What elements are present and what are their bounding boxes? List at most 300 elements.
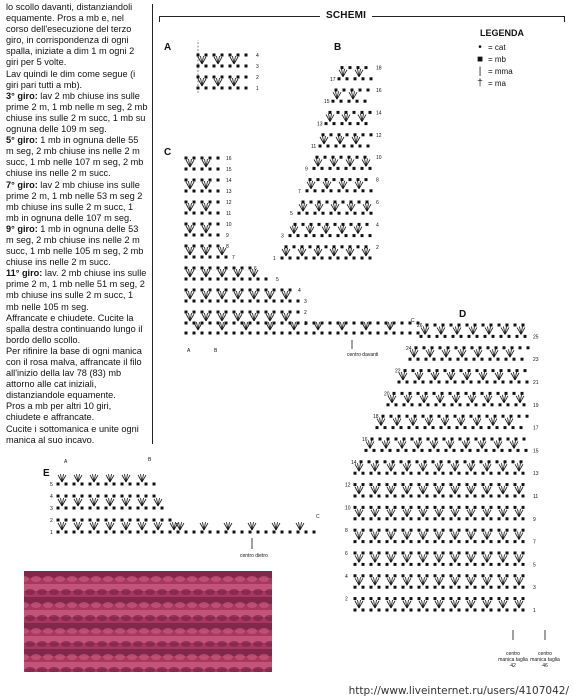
single-crochet-mark [225, 531, 228, 534]
single-crochet-mark [386, 517, 389, 520]
single-crochet-mark [441, 392, 444, 395]
single-crochet-mark [193, 289, 196, 292]
single-crochet-mark [442, 552, 445, 555]
single-crochet-mark [185, 157, 188, 160]
single-crochet-mark [490, 609, 493, 612]
single-crochet-mark [468, 335, 471, 338]
swatch-stitch [73, 641, 83, 647]
single-crochet-mark [464, 460, 467, 463]
single-crochet-mark [495, 346, 498, 349]
single-crochet-mark [161, 531, 164, 534]
single-crochet-mark [477, 449, 480, 452]
single-crochet-mark [330, 133, 333, 136]
single-crochet-mark [522, 495, 525, 498]
single-crochet-mark [233, 332, 236, 335]
single-crochet-mark [392, 460, 395, 463]
single-crochet-mark [305, 332, 308, 335]
diagram-c-bottom-label-a: A [187, 348, 191, 354]
single-crochet-mark [354, 597, 357, 600]
single-crochet-mark [451, 403, 454, 406]
swatch-stitch [79, 576, 89, 582]
single-crochet-mark [378, 506, 381, 509]
single-crochet-mark [341, 66, 344, 69]
swatch-stitch [223, 628, 233, 634]
single-crochet-mark [519, 346, 522, 349]
single-crochet-mark [177, 531, 180, 534]
single-crochet-mark [522, 574, 525, 577]
single-crochet-mark [225, 278, 228, 281]
single-crochet-mark [217, 168, 220, 171]
single-crochet-mark [361, 167, 364, 170]
swatch-stitch [109, 589, 119, 595]
single-crochet-mark [193, 332, 196, 335]
single-crochet-mark [185, 223, 188, 226]
single-crochet-mark [443, 438, 446, 441]
single-crochet-mark [498, 609, 501, 612]
square-icon: ■ [476, 53, 484, 65]
single-crochet-mark [490, 574, 493, 577]
single-crochet-mark [330, 189, 333, 192]
single-crochet-mark [378, 552, 381, 555]
single-crochet-mark [313, 234, 316, 237]
swatch-stitch [67, 628, 77, 634]
single-crochet-mark [362, 189, 365, 192]
single-crochet-mark [217, 190, 220, 193]
single-crochet-mark [458, 597, 461, 600]
single-crochet-mark [349, 178, 352, 181]
single-crochet-mark [137, 531, 140, 534]
single-crochet-mark [394, 495, 397, 498]
single-crochet-mark [389, 449, 392, 452]
single-crochet-mark [506, 586, 509, 589]
single-crochet-mark [394, 506, 397, 509]
single-crochet-mark [402, 529, 405, 532]
swatch-stitch [163, 628, 173, 634]
single-crochet-mark [209, 311, 212, 314]
single-crochet-mark [417, 392, 420, 395]
single-crochet-mark [309, 178, 312, 181]
single-crochet-mark [333, 245, 336, 248]
single-crochet-mark [402, 540, 405, 543]
swatch-stitch [133, 589, 143, 595]
single-crochet-mark [450, 483, 453, 486]
single-crochet-mark [362, 609, 365, 612]
row-number: 1 [256, 86, 259, 92]
single-crochet-mark [447, 346, 450, 349]
single-crochet-mark [364, 156, 367, 159]
single-crochet-mark [466, 586, 469, 589]
single-crochet-mark [413, 449, 416, 452]
single-crochet-mark [498, 586, 501, 589]
single-crochet-mark [496, 460, 499, 463]
single-crochet-mark [458, 472, 461, 475]
single-crochet-mark [314, 212, 317, 215]
single-crochet-mark [329, 111, 332, 114]
single-crochet-mark [354, 529, 357, 532]
swatch-stitch [259, 576, 269, 582]
single-crochet-mark [371, 438, 374, 441]
single-crochet-mark [465, 358, 468, 361]
single-crochet-mark [497, 392, 500, 395]
swatch-stitch [97, 589, 107, 595]
single-crochet-mark [425, 392, 428, 395]
single-crochet-mark [434, 552, 437, 555]
single-crochet-mark [378, 517, 381, 520]
single-crochet-mark [57, 531, 60, 534]
vertical-bar-icon: | [478, 65, 482, 77]
single-crochet-mark [474, 552, 477, 555]
single-crochet-mark [466, 472, 469, 475]
single-crochet-mark [418, 563, 421, 566]
single-crochet-mark [209, 531, 212, 534]
single-crochet-mark [518, 381, 521, 384]
single-crochet-mark [426, 483, 429, 486]
swatch-stitch [55, 602, 65, 608]
single-crochet-mark [400, 426, 403, 429]
single-crochet-mark [362, 506, 365, 509]
single-crochet-mark [506, 597, 509, 600]
single-crochet-mark [385, 332, 388, 335]
single-crochet-mark [365, 178, 368, 181]
single-crochet-mark [466, 609, 469, 612]
single-crochet-mark [319, 145, 322, 148]
single-crochet-mark [483, 403, 486, 406]
single-crochet-mark [474, 540, 477, 543]
round-label: 9° giro: [6, 223, 38, 234]
row-number: 12 [345, 482, 351, 489]
single-crochet-mark [482, 563, 485, 566]
single-crochet-mark [209, 332, 212, 335]
row-number: 4 [298, 288, 301, 294]
single-crochet-mark [217, 278, 220, 281]
swatch-stitch [235, 576, 245, 582]
single-crochet-mark [514, 517, 517, 520]
swatch-stitch [205, 615, 215, 621]
single-crochet-mark [394, 540, 397, 543]
swatch-stitch [193, 615, 203, 621]
single-crochet-mark [395, 403, 398, 406]
swatch-stitch [127, 654, 137, 660]
single-crochet-mark [281, 257, 284, 260]
single-crochet-mark [384, 460, 387, 463]
single-crochet-mark [337, 234, 340, 237]
single-crochet-mark [153, 531, 156, 534]
single-crochet-mark [217, 223, 220, 226]
row-number: 17 [330, 76, 336, 83]
swatch-stitch [247, 576, 257, 582]
single-crochet-mark [378, 563, 381, 566]
single-crochet-mark [201, 245, 204, 248]
swatch-stitch [139, 576, 149, 582]
single-crochet-mark [193, 201, 196, 204]
single-crochet-mark [322, 212, 325, 215]
single-crochet-mark [403, 403, 406, 406]
single-crochet-mark [459, 438, 462, 441]
single-crochet-mark [57, 495, 60, 498]
single-crochet-mark [514, 529, 517, 532]
swatch-stitch [235, 654, 245, 660]
single-crochet-mark [474, 609, 477, 612]
single-crochet-mark [185, 245, 188, 248]
single-crochet-mark [418, 483, 421, 486]
single-crochet-mark [420, 369, 423, 372]
diagram-e-letter: E [43, 468, 50, 479]
round-label: 7° giro: [6, 179, 38, 190]
single-crochet-mark [217, 267, 220, 270]
single-crochet-mark [392, 426, 395, 429]
single-crochet-mark [65, 495, 68, 498]
single-crochet-mark [402, 574, 405, 577]
single-crochet-mark [185, 531, 188, 534]
single-crochet-mark [381, 449, 384, 452]
single-crochet-mark [297, 311, 300, 314]
single-crochet-mark [458, 324, 461, 327]
single-crochet-mark [335, 145, 338, 148]
single-crochet-mark [518, 415, 521, 418]
single-crochet-mark [408, 460, 411, 463]
single-crochet-mark [233, 289, 236, 292]
dot-icon: • [478, 41, 482, 53]
single-crochet-mark [384, 426, 387, 429]
single-crochet-mark [326, 201, 329, 204]
single-crochet-mark [153, 483, 156, 486]
single-crochet-mark [65, 483, 68, 486]
single-crochet-mark [209, 245, 212, 248]
single-crochet-mark [458, 609, 461, 612]
single-crochet-mark [434, 324, 437, 327]
single-crochet-mark [121, 495, 124, 498]
single-crochet-mark [245, 65, 248, 68]
single-crochet-mark [514, 597, 517, 600]
swatch-stitch [217, 615, 227, 621]
swatch-stitch [247, 602, 257, 608]
single-crochet-mark [524, 335, 527, 338]
single-crochet-mark [153, 495, 156, 498]
row-number: 24 [406, 345, 412, 352]
swatch-stitch [229, 615, 239, 621]
single-crochet-mark [233, 300, 236, 303]
single-crochet-mark [414, 381, 417, 384]
single-crochet-mark [209, 322, 212, 325]
single-crochet-mark [462, 415, 465, 418]
single-crochet-mark [265, 278, 268, 281]
swatch-stitch [151, 628, 161, 634]
single-crochet-mark [489, 392, 492, 395]
single-crochet-mark [185, 256, 188, 259]
single-crochet-mark [205, 54, 208, 57]
single-crochet-mark [454, 415, 457, 418]
single-crochet-mark [289, 531, 292, 534]
single-crochet-mark [488, 426, 491, 429]
single-crochet-mark [370, 552, 373, 555]
diagram-a-letter: A [164, 42, 172, 53]
row-number: 15 [324, 99, 330, 106]
single-crochet-mark [514, 552, 517, 555]
single-crochet-mark [502, 381, 505, 384]
single-crochet-mark [145, 483, 148, 486]
single-crochet-mark [378, 574, 381, 577]
single-crochet-mark [486, 381, 489, 384]
single-crochet-mark [245, 54, 248, 57]
single-crochet-mark [422, 415, 425, 418]
single-crochet-mark [193, 190, 196, 193]
single-crochet-mark [354, 77, 357, 80]
swatch-stitch [139, 628, 149, 634]
single-crochet-mark [249, 311, 252, 314]
single-crochet-mark [426, 495, 429, 498]
single-crochet-mark [153, 507, 156, 510]
single-crochet-mark [414, 415, 417, 418]
single-crochet-mark [81, 531, 84, 534]
single-crochet-mark [221, 54, 224, 57]
single-crochet-mark [514, 483, 517, 486]
single-crochet-mark [482, 574, 485, 577]
single-crochet-mark [480, 460, 483, 463]
single-crochet-mark [498, 574, 501, 577]
single-crochet-mark [471, 346, 474, 349]
single-crochet-mark [393, 332, 396, 335]
single-crochet-mark [289, 311, 292, 314]
single-crochet-mark [358, 223, 361, 226]
single-crochet-mark [318, 223, 321, 226]
single-crochet-mark [362, 563, 365, 566]
single-crochet-mark [514, 495, 517, 498]
single-crochet-mark [434, 540, 437, 543]
single-crochet-mark [121, 507, 124, 510]
row-number: 12 [226, 200, 232, 206]
single-crochet-mark [440, 460, 443, 463]
single-crochet-mark [402, 483, 405, 486]
swatch-stitch [85, 589, 95, 595]
single-crochet-mark [410, 517, 413, 520]
swatch-stitch [175, 576, 185, 582]
single-crochet-mark [362, 483, 365, 486]
single-crochet-mark [201, 223, 204, 226]
single-crochet-mark [265, 311, 268, 314]
single-crochet-mark [462, 381, 465, 384]
swatch-stitch [31, 654, 41, 660]
single-crochet-mark [499, 403, 502, 406]
single-crochet-mark [481, 358, 484, 361]
single-crochet-mark [522, 324, 525, 327]
single-crochet-mark [484, 369, 487, 372]
single-crochet-mark [490, 597, 493, 600]
single-crochet-mark [257, 311, 260, 314]
single-crochet-mark [209, 267, 212, 270]
instruction-text: 1 mb in ognuna delle 53 m seg, 2 mb chiuse ins nelle 2 m succ, 1 mb nelle 105 m seg, 2 mb chiuse ins nelle 2 m succ. [6, 223, 144, 268]
single-crochet-mark [395, 438, 398, 441]
single-crochet-mark [442, 609, 445, 612]
single-crochet-mark [370, 597, 373, 600]
single-crochet-mark [285, 245, 288, 248]
single-crochet-mark [273, 332, 276, 335]
single-crochet-mark [445, 449, 448, 452]
single-crochet-mark [378, 609, 381, 612]
single-crochet-mark [409, 322, 412, 325]
single-crochet-mark [458, 483, 461, 486]
single-crochet-mark [476, 335, 479, 338]
single-crochet-mark [458, 517, 461, 520]
row-number: 5 [290, 211, 293, 218]
swatch-stitch [205, 641, 215, 647]
single-crochet-mark [498, 517, 501, 520]
single-crochet-mark [241, 300, 244, 303]
single-crochet-mark [357, 245, 360, 248]
single-crochet-mark [482, 472, 485, 475]
single-crochet-mark [329, 257, 332, 260]
single-crochet-mark [353, 257, 356, 260]
single-crochet-mark [137, 507, 140, 510]
single-crochet-mark [257, 332, 260, 335]
single-crochet-mark [73, 495, 76, 498]
single-crochet-mark [349, 122, 352, 125]
single-crochet-mark [398, 415, 401, 418]
single-crochet-mark [357, 178, 360, 181]
single-crochet-mark [209, 234, 212, 237]
single-crochet-mark [97, 483, 100, 486]
single-crochet-mark [411, 438, 414, 441]
single-crochet-mark [193, 234, 196, 237]
single-crochet-mark [265, 531, 268, 534]
row-number: 2 [304, 310, 307, 316]
swatch-stitch [145, 615, 155, 621]
single-crochet-mark [201, 256, 204, 259]
single-crochet-mark [452, 369, 455, 372]
single-crochet-mark [237, 65, 240, 68]
single-crochet-mark [432, 460, 435, 463]
single-crochet-mark [478, 381, 481, 384]
single-crochet-mark [169, 531, 172, 534]
single-crochet-mark [483, 438, 486, 441]
single-crochet-mark [466, 563, 469, 566]
single-crochet-mark [201, 311, 204, 314]
single-crochet-mark [511, 346, 514, 349]
swatch-stitch [145, 641, 155, 647]
single-crochet-mark [370, 574, 373, 577]
single-crochet-mark [365, 66, 368, 69]
single-crochet-mark [233, 278, 236, 281]
single-crochet-mark [329, 332, 332, 335]
single-crochet-mark [241, 531, 244, 534]
single-crochet-mark [433, 358, 436, 361]
row-number: 21 [533, 380, 539, 386]
single-crochet-mark [201, 300, 204, 303]
single-crochet-mark [217, 531, 220, 534]
swatch-stitch [43, 654, 53, 660]
row-number: 10 [226, 222, 232, 228]
single-crochet-mark [97, 507, 100, 510]
single-crochet-mark [193, 256, 196, 259]
single-crochet-mark [442, 563, 445, 566]
swatch-stitch [259, 628, 269, 634]
single-crochet-mark [241, 289, 244, 292]
row-number: 16 [362, 437, 368, 443]
single-crochet-mark [89, 483, 92, 486]
single-crochet-mark [507, 403, 510, 406]
single-crochet-mark [354, 563, 357, 566]
swatch-stitch [79, 654, 89, 660]
single-crochet-mark [402, 495, 405, 498]
single-crochet-mark [137, 519, 140, 522]
swatch-stitch [175, 602, 185, 608]
swatch-stitch [151, 654, 161, 660]
single-crochet-mark [302, 201, 305, 204]
single-crochet-mark [185, 267, 188, 270]
crossed-bar-icon: † [477, 77, 483, 89]
swatch-stitch [43, 576, 53, 582]
legend-label-double: = ma [488, 78, 507, 88]
single-crochet-mark [426, 529, 429, 532]
